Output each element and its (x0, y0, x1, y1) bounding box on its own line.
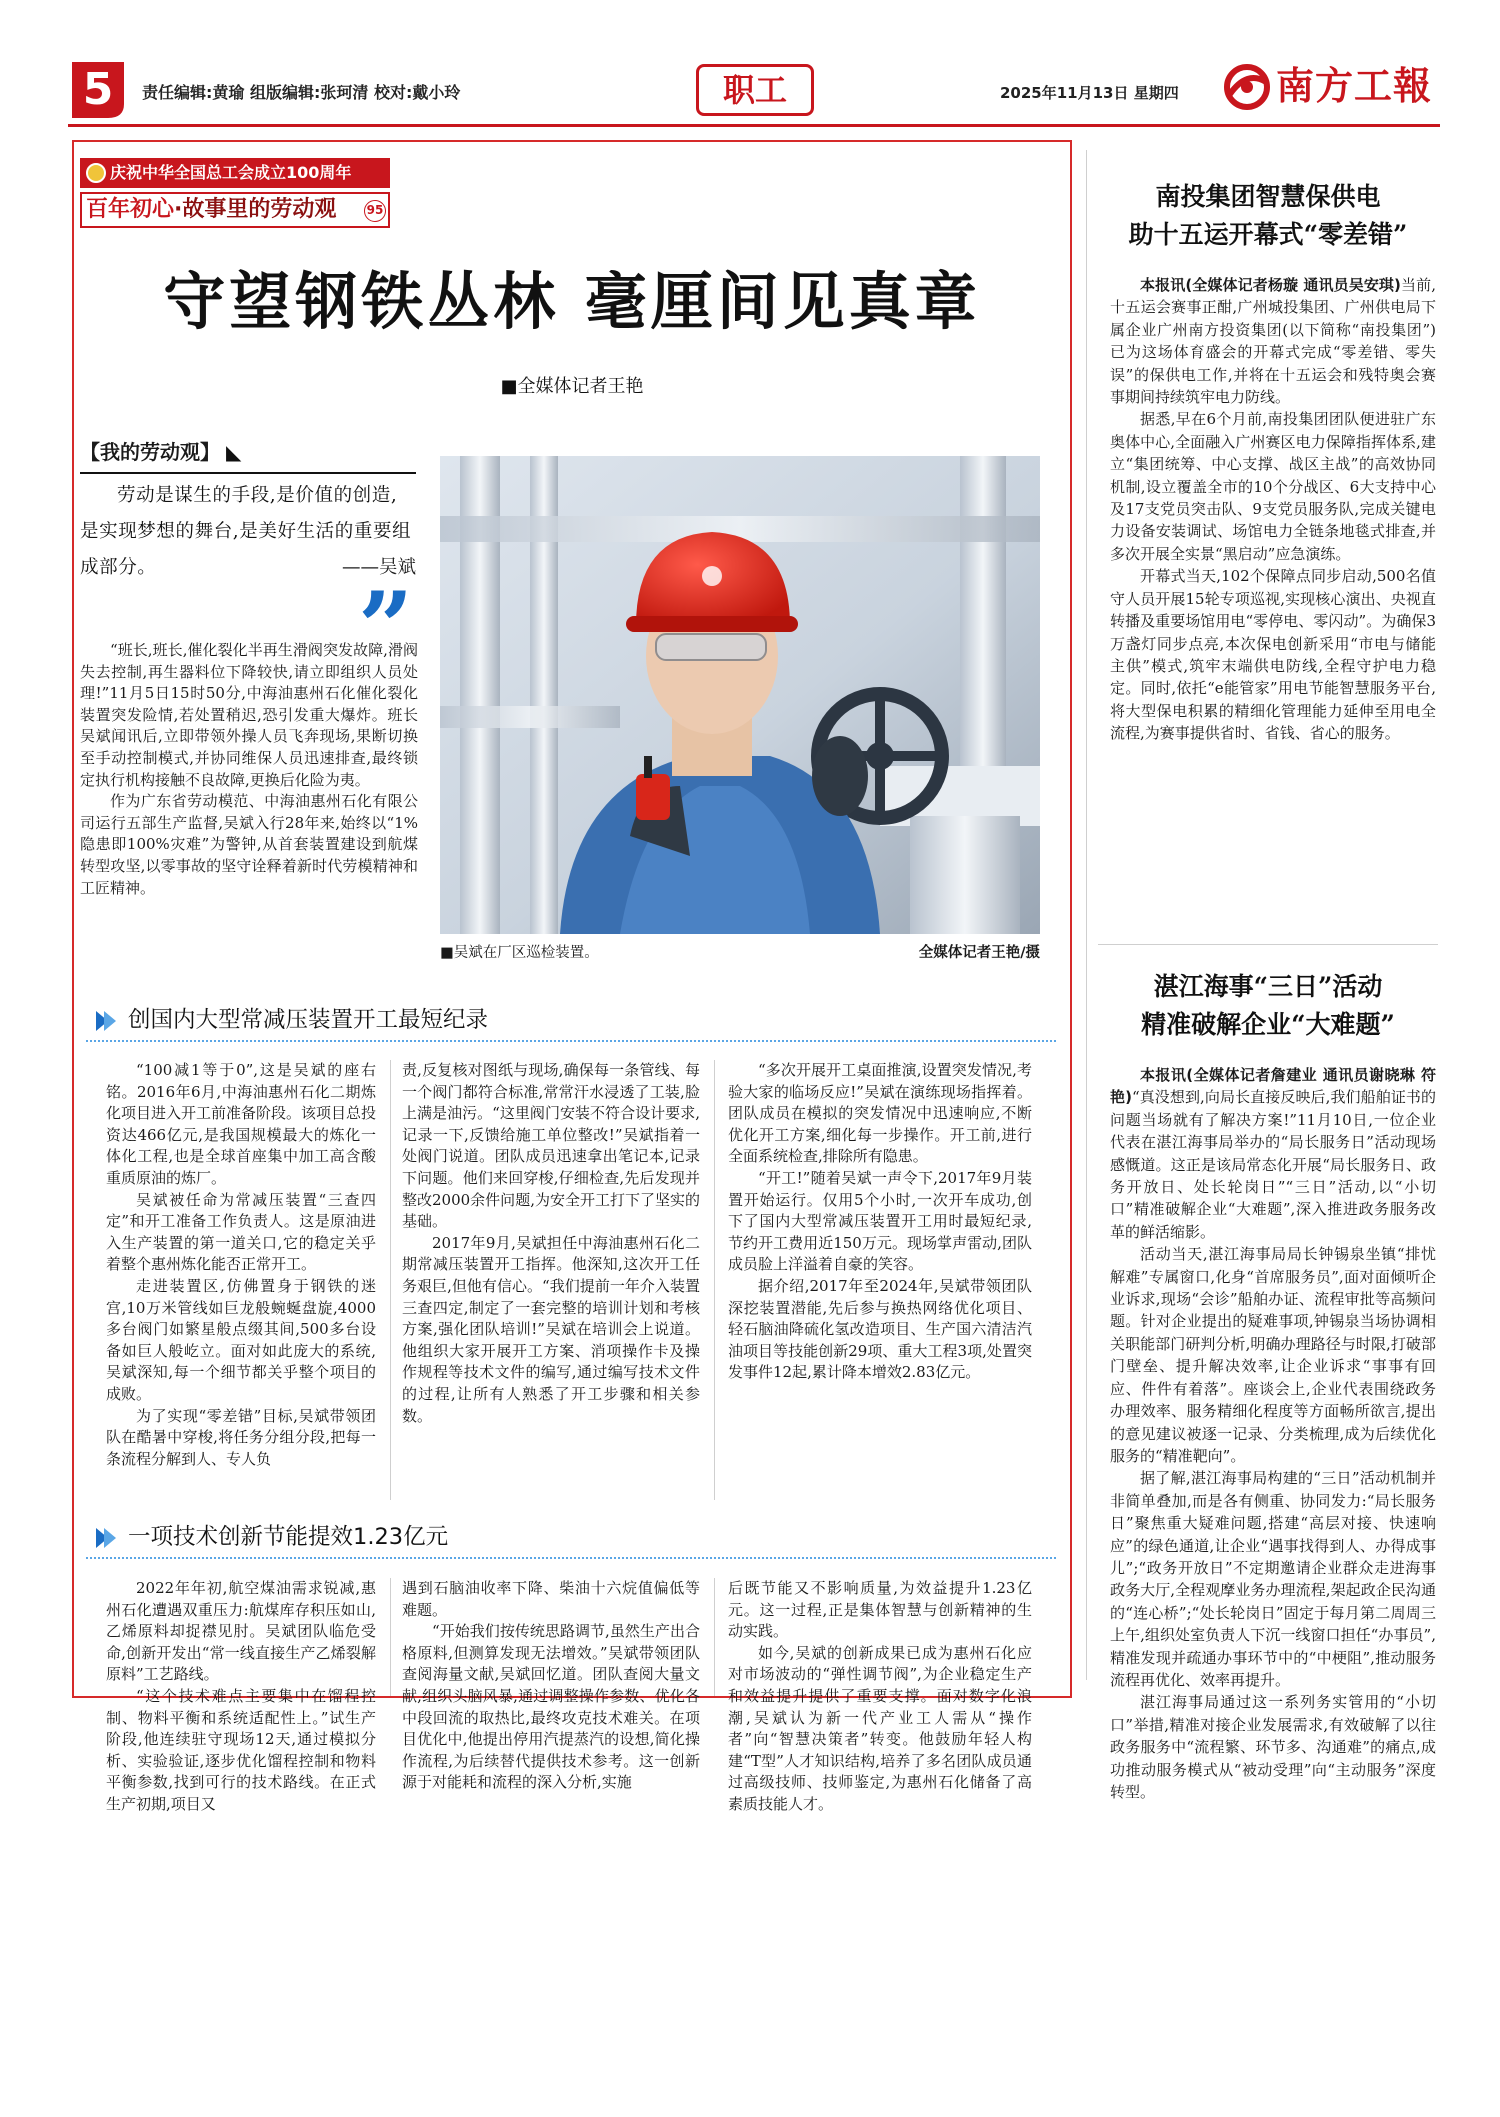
quote-author: ——吴斌 (341, 557, 416, 578)
paragraph: 走进装置区,仿佛置身于钢铁的迷宫,10万米管线如巨龙般蜿蜒盘旋,4000多台阀门如繁星般点缀其间,500多台设备如巨人般屹立。面对如此庞大的系统,吴斌深知,每一个细节都关乎整个项目的成败。 (106, 1276, 376, 1403)
column-divider (714, 1060, 715, 1500)
headline-line: 湛江海事“三日”活动 (1153, 972, 1383, 1001)
page-number-badge (68, 60, 128, 120)
text-column (728, 1578, 1032, 1813)
paragraph: 开幕式当天,102个保障点同步启动,500名值守人员开展15轮专项巡视,实现核心演出、央视直转播及重要场馆用电“零停电、零闪动”。为确保3万盏灯同步点亮,本次保电创新采用“市电与储能主供”模式,筑牢末端供电防线,全程守护电力稳定。同时,依托“e能管家”用电节能智慧服务平台,将大型保电积累的精细化管理能力延伸至用电全流程,为赛事提供省时、省钱、省心的服务。 (1110, 567, 1436, 743)
section-heading-text: 一项技术创新节能提效1.23亿元 (128, 1524, 449, 1550)
section-rule (86, 1557, 1056, 1559)
text-column (402, 1060, 700, 1500)
paragraph: “开始我们按传统思路调节,虽然生产出合格原料,但测算发现无法增效。”吴斌带领团队查阅海量文献,吴斌回忆道。团队查阅大量文献,组织头脑风暴,通过调整操作参数、优化各中段回流的取热比,最终攻克技术难关。在项目优化中,他提出停用汽提蒸汽的设想,简化操作流程,为后续替代提供技术参考。这一创新源于对能耗和流程的深入分析,实施 (402, 1622, 700, 1792)
article-lead: 本报讯(全媒体记者詹建业 通讯员谢晓琳 符艳) (1110, 1066, 1436, 1107)
photo-credit: 全媒体记者王艳/摄 (918, 945, 1040, 961)
column-divider (714, 1578, 715, 1696)
column-divider (390, 1578, 391, 1696)
paragraph: “班长,班长,催化裂化半再生滑阀突发故障,滑阀失去控制,再生器料位下降较快,请立即组织人员处理!”11月5日15时50分,中海油惠州石化催化裂化装置突发险情,若处置稍迟,恐引发重大爆炸。班长吴斌闻讯后,立即带领外操人员飞奔现场,果断切换至手动控制模式,并协同维保人员迅速排查,最终锁定执行机构接触不良故障,更换后化险为夷。 (80, 641, 418, 789)
column-number-badge: 95 (364, 200, 386, 222)
paragraph: 据介绍,2017年至2024年,吴斌带领团队深挖装置潜能,先后参与换热网络优化项目、轻石脑油降硫化氢改造项目、生产国六清洁汽油项目等技能创新29项、重大工程3项,处置突发事件12起,累计降本增效2.83亿元。 (728, 1276, 1032, 1382)
text-column (728, 1060, 1032, 1500)
editor-credits: 责任编辑:黄瑜 组版编辑:张珂清 校对:戴小玲 (142, 83, 461, 102)
photo-caption: ■吴斌在厂区巡检装置。 (440, 945, 599, 961)
paragraph: “开工!”随着吴斌一声令下,2017年9月装置开始运行。仅用5个小时,一次开车成功,创下了国内大型常减压装置开工用时最短纪录,节约开工费用近150万元。现场掌声雷动,团队成员脸上洋溢着自豪的笑容。 (728, 1168, 1032, 1274)
paragraph: “真没想到,向局长直接反映后,我们船舶证书的问题当场就有了解决方案!”11月10日,一位企业代表在湛江海事局举办的“局长服务日”活动现场感慨道。这正是该局常态化开展“局长服务日、政务开放日、处长轮岗日”“三日”活动,以“小切口”精准破解企业“大难题”,深入推进政务服务改革的鲜活缩影。 (1110, 1088, 1436, 1241)
masthead-logo (1220, 60, 1442, 114)
column-title-main: 百年初心 (86, 197, 175, 222)
paragraph: 后既节能又不影响质量,为效益提升1.23亿元。这一过程,正是集体智慧与创新精神的生动实践。 (728, 1579, 1032, 1641)
right-column-divider (1086, 150, 1087, 1680)
page-number: 5 (82, 64, 114, 115)
issue-date: 2025年11月13日 星期四 (1000, 84, 1179, 102)
chevron-right-icon (92, 1525, 118, 1551)
paragraph: 2022年年初,航空煤油需求锐减,惠州石化遭遇双重压力:航煤库存积压如山,乙烯原料却捉襟见肘。吴斌团队临危受命,创新开发出“常一线直接生产乙烯裂解原料”工艺路线。 (106, 1579, 376, 1684)
headline-line: 南投集团智慧保供电 (1155, 182, 1381, 211)
paragraph: 遇到石脑油收率下降、柴油十六烷值偏低等难题。 (402, 1579, 700, 1619)
paragraph: “这个技术难点主要集中在馏程控制、物料平衡和系统适配性上。”试生产阶段,他连续驻守现场12天,通过模拟分析、实验验证,逐步优化馏程控制和物料平衡参数,找到可行的技术路线。在正式生产初期,项目又 (106, 1686, 376, 1813)
masthead-title: 南方工報 (1276, 64, 1433, 108)
article-headline (1098, 968, 1438, 1044)
column-title (86, 196, 336, 224)
worker-photo-image (440, 456, 1040, 934)
masthead-emblem-icon (1220, 60, 1274, 114)
article-body (1110, 1064, 1436, 1801)
column-divider (390, 1060, 391, 1500)
quote-mark-icon: ” (358, 571, 414, 684)
paragraph: 2017年9月,吴斌担任中海油惠州石化二期常减压装置开工指挥。他深知,这次开工任务艰巨,但他有信心。“我们提前一年介入装置三查四定,制定了一套完整的培训计划和考核方案,强化团队培训!”吴斌在培训会上说道。他组织大家开展开工方案、消项操作卡及操作规程等技术文件的编写,通过编写技术文件的过程,让所有人熟悉了开工步骤和相关参数。 (402, 1233, 700, 1425)
paragraph: 据了解,湛江海事局构建的“三日”活动机制并非简单叠加,而是各有侧重、协同发力:“局长服务日”聚焦重大疑难问题,搭建“高层对接、快速响应”的绿色通道,让企业“遇事找得到人、办得成事儿”;“政务开放日”不定期邀请企业群众走进海事政务大厅,全程观摩业务办理流程,架起政企民沟通的“连心桥”;“处长轮岗日”固定于每月第二周周三上午,组织处室负责人下沉一线窗口担任“办事员”,精准发现并疏通办事环节中的“中梗阻”,推动服务流程再优化、效率再提升。 (1110, 1469, 1436, 1689)
article-lead: 本报讯(全媒体记者杨璇 通讯员吴安琪) (1140, 276, 1401, 294)
paragraph: “多次开展开工桌面推演,设置突发情况,考验大家的临场反应!”吴斌在演练现场指挥着。团队成员在模拟的突发情况中迅速响应,不断优化开工方案,细化每一步操作。开工前,进行全面系统检查,排除所有隐患。 (728, 1061, 1032, 1166)
column-title-sub: ·故事里的劳动观 (174, 197, 337, 222)
my-view-label-text: 【我的劳动观】 (80, 440, 220, 464)
section-heading-text: 创国内大型常减压装置开工最短纪录 (128, 1007, 489, 1033)
section-heading (86, 1522, 448, 1552)
section-rule (86, 1040, 1056, 1042)
union-emblem-icon (86, 163, 106, 183)
feature-byline: ■全媒体记者王艳 (500, 376, 644, 397)
text-column (402, 1578, 700, 1792)
paragraph: 活动当天,湛江海事局局长钟锡泉坐镇“排忧解难”专属窗口,化身“首席服务员”,面对面倾听企业诉求,现场“会诊”船舶办证、流程审批等高频问题。针对企业提出的疑难事项,钟锡泉当场协调相关职能部门研判分析,明确办理路径与时限,打破部门壁垒、提升解决效率,让企业诉求“事事有回应、件件有着落”。座谈会上,企业代表围绕政务办理效率、服务精细化程度等方面畅所欲言,提出的意见建议被逐一记录、分类梳理,成为后续优化服务的“精准靶向”。 (1110, 1245, 1436, 1465)
triangle-icon: ◣ (226, 440, 242, 464)
header-rule (68, 124, 1440, 127)
article-body (1110, 274, 1436, 914)
paragraph: 如今,吴斌的创新成果已成为惠州石化应对市场波动的“弹性调节阀”,为企业稳定生产和效益提升提供了重要支撑。面对数字化浪潮,吴斌认为新一代产业工人需从“操作者”向“智慧决策者”转变。他鼓励年轻人构建“T型”人才知识结构,培养了多名团队成员通过高级技师、技师鉴定,为惠州石化储备了高素质技能人才。 (728, 1643, 1032, 1813)
headline-line: 助十五运开幕式“零差错” (1128, 220, 1408, 249)
text-column (106, 1060, 376, 1500)
feature-headline: 守望钢铁丛林 毫厘间见真章 (163, 265, 981, 338)
paragraph: 为了实现“零差错”目标,吴斌带领团队在酷暑中穿梭,将任务分组分段,把每一条流程分解到人、专人负 (106, 1406, 376, 1468)
paragraph: 吴斌被任命为常减压装置“三查四定”和开工准备工作负责人。这是原油进入生产装置的第一道关口,它的稳定关乎着整个惠州炼化能否正常开工。 (106, 1190, 376, 1274)
paragraph: 当前,十五运会赛事正酣,广州城投集团、广州供电局下属企业广州南方投资集团(以下简称“南投集团”)已为这场体育盛会的开幕式完成“零差错、零失误”的保供电工作,并将在十五运会和残特奥会赛事期间持续筑牢电力防线。 (1110, 276, 1436, 407)
section-heading (86, 1005, 488, 1035)
my-view-label (80, 438, 416, 474)
intro-text (80, 640, 418, 962)
paragraph: 据悉,早在6个月前,南投集团团队便进驻广东奥体中心,全面融入广州赛区电力保障指挥体系,建立“集团统筹、中心支撑、战区主战”的高效协同机制,设立覆盖全市的10个分战区、6大支持中心及17支党员突击队、9支党员服务队,完成关键电力设备安装调试、场馆电力全链条地毯式排查,并多次开展全实景“黑启动”应急演练。 (1110, 410, 1436, 563)
labor-quote: 劳动是谋生的手段,是价值的创造,是实现梦想的舞台,是美好生活的重要组成部分。 (80, 485, 412, 578)
headline-line: 精准破解企业“大难题” (1141, 1010, 1395, 1039)
text-column (106, 1578, 376, 1813)
worker-photo (440, 456, 1040, 934)
paragraph: “100减1等于0”,这是吴斌的座右铭。2016年6月,中海油惠州石化二期炼化项目进入开工前准备阶段。该项目总投资达466亿元,是我国规模最大的炼化一体化工程,也是全球首座集中加工高含酸重质原油的炼厂。 (106, 1061, 377, 1187)
anniversary-banner: 庆祝中华全国总工会成立100周年 (80, 158, 390, 188)
section-tag: 职工 (696, 64, 814, 116)
paragraph: 作为广东省劳动模范、中海油惠州石化有限公司运行五部生产监督,吴斌入行28年来,始终以“1%隐患即100%灾难”为警钟,从首套装置建设到航煤转型攻坚,以零事故的坚守诠释着新时代劳模精神和工匠精神。 (80, 792, 418, 897)
article-headline (1098, 178, 1438, 254)
paragraph: 责,反复核对图纸与现场,确保每一条管线、每一个阀门都符合标准,常常汗水浸透了工装,脸上满是油污。“这里阀门安装不符合设计要求,记录一下,反馈给施工单位整改!”吴斌指着一处阀门说道。团队成员迅速拿出笔记本,记录下问题。他们来回穿梭,仔细检查,先后发现并整改2000余件问题,为安全开工打下了坚实的基础。 (402, 1061, 700, 1231)
article-divider (1098, 944, 1438, 945)
paragraph: 湛江海事局通过这一系列务实管用的“小切口”举措,精准对接企业发展需求,有效破解了以往政务服务中“流程繁、环节多、沟通难”的痛点,成功推动服务模式从“被动受理”向“主动服务”深度转型。 (1110, 1693, 1436, 1801)
chevron-right-icon (92, 1008, 118, 1034)
